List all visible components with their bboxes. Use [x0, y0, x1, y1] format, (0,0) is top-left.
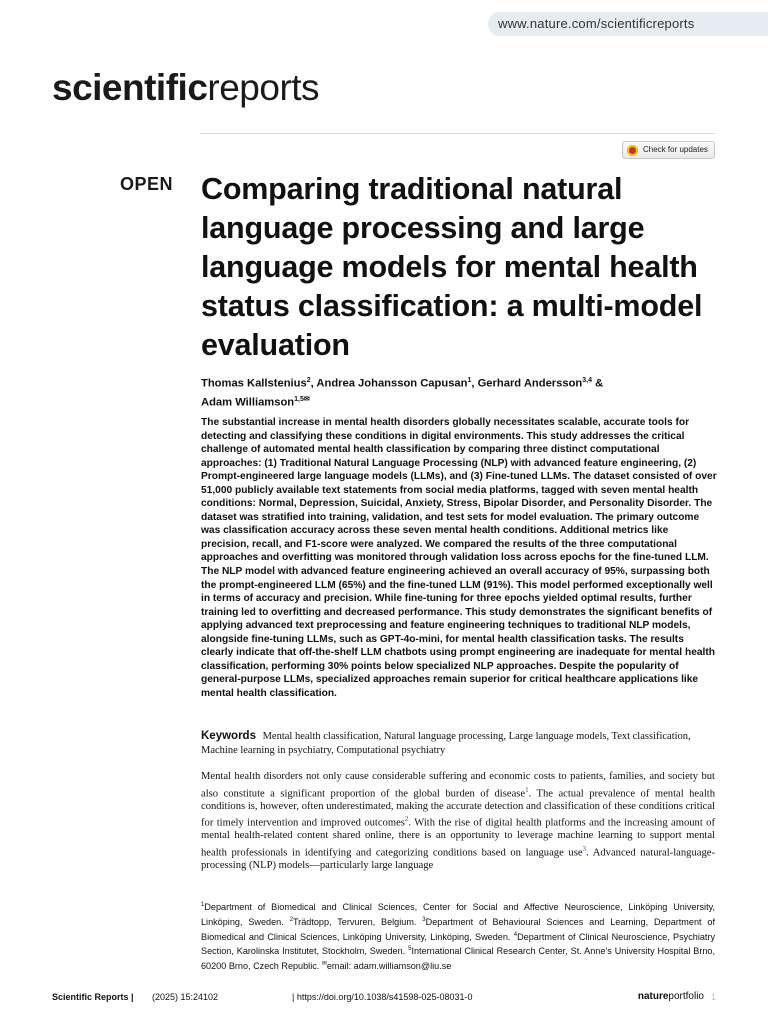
author-separator: &	[592, 377, 604, 390]
affiliation-number: 4	[513, 931, 518, 938]
keywords-list: Mental health classification, Natural language processing, Large language models, Text classification, Machine learning in psychiatry, Computational psychiatry	[201, 731, 691, 756]
affiliation-text: Department of Clinical Neuroscience, Psychiatry Section, Karolinska Institutet, Stockholm, Sweden.	[201, 931, 715, 957]
keywords-heading: Keywords	[201, 730, 256, 742]
publisher-logo-light: portfolio	[668, 991, 704, 1002]
author-name[interactable]: Thomas Kallstenius	[201, 377, 307, 390]
author-name[interactable]: Gerhard Andersson	[477, 377, 583, 390]
abstract: The substantial increase in mental health disorders globally necessitates scalable, accurate tools for detecting and classifying these conditions in digital environments. This study addresses the critical challenge of automated mental health classification by comparing three distinct computational approaches: (1) Traditional Natural Language Processing (NLP) with advanced feature engineering, (2) Prompt-engineered large language models (LLMs), and (3) Fine-tuned LLMs. The dataset consisted of over 51,000 publicly available text statements from social media platforms, tagged with seven mental health conditions: Normal, Depression, Suicidal, Anxiety, Stress, Bipolar Disorder, and Personality Disorder. The dataset was stratified into training, validation, and test sets for model evaluation. The primary outcome was classification accuracy across these seven mental health conditions. Additional metrics like precision, recall, and F1-score were analyzed. We compared the results of the three computational approaches and overfitting was monitored through validation loss across epochs for the fine-tuned LLM. The NLP model with advanced feature engineering achieved an overall accuracy of 95%, surpassing both the prompt-engineered LLM (65%) and the fine-tuned LLM (91%). This model performed exceptionally well in terms of accuracy and precision. While fine-tuning for three epochs yielded optimal results, further training led to overfitting and decreased performance. This study demonstrates the significant benefits of applying advanced text preprocessing and feature engineering techniques to traditional NLP models, alongside fine-tuning LLMs, such as GPT-4o-mini, for mental health classification tasks. The results clearly indicate that off-the-shelf LLM chatbots using prompt engineering are inadequate for mental health classification, performing 30% points below specialized NLP approaches. Despite the popularity of general-purpose LLMs, specialized approaches remain superior for critical healthcare applications like mental health classification.	[201, 417, 717, 699]
journal-logo-light: reports	[207, 67, 320, 108]
publisher-logo	[638, 990, 704, 1004]
affiliation-number: 1	[201, 902, 205, 908]
publisher-logo-bold: nature	[637, 991, 669, 1002]
body-text-span: Mental health disorders not only cause considerable suffering and economic costs to patients, families, and society but also constitute a significant proportion of the global burden of disease	[201, 771, 715, 800]
check-for-updates-label: Check for updates	[643, 145, 708, 154]
author-affiliation-ref: 2	[306, 377, 311, 384]
page-number: 1	[710, 992, 716, 1002]
author-affiliation-ref: 3,4	[582, 377, 592, 384]
author-affiliation-ref: 1	[467, 377, 472, 384]
body-text-span: . The actual prevalence of mental health conditions is, however, often underestimated, making the accurate detection and classification of these conditions critical for timely intervention and improved outcomes	[201, 788, 716, 829]
journal-logo-bold: scientific	[52, 67, 208, 108]
crossmark-icon	[627, 145, 638, 156]
article-title: Comparing traditional natural language processing and large language models for mental health status classification: a multi-model evaluation	[201, 172, 703, 362]
footer-journal: Scientific Reports |	[52, 992, 134, 1002]
affiliation-number: 3	[422, 916, 426, 923]
body-text-span: . Advanced natural-language-processing (NLP) models—particularly large language	[201, 847, 715, 872]
footer-volume: (2025) 15:24102	[152, 992, 219, 1002]
author-affiliation-ref: 1,5✉	[294, 396, 310, 404]
affiliation-text: Department of Behavioural Sciences and Learning, Department of Biomedical and Clinical Sciences, Linköping University, Linköping, Sweden.	[201, 916, 715, 942]
affiliation-number: 2	[289, 916, 293, 923]
introduction-paragraph	[201, 771, 715, 873]
open-access-label: OPEN	[120, 174, 174, 194]
citation-link[interactable]: 3	[582, 845, 587, 854]
affiliation-text: International Clinical Research Center, St. Anne’s University Hospital Brno, 60200 Brno, Czech Republic.	[201, 946, 716, 972]
affiliation-text: Department of Biomedical and Clinical Sciences, Center for Social and Affective Neuroscience, Linköping University, Linköping, Sweden.	[201, 902, 715, 927]
affiliation-number: 5	[408, 946, 412, 953]
author-separator: ,	[471, 377, 478, 390]
author-separator: ,	[310, 377, 317, 390]
author-name[interactable]: Adam Williamson	[201, 396, 295, 409]
affiliation-text: Trädtopp, Tervuren, Belgium.	[292, 916, 423, 927]
footer-doi[interactable]: | https://doi.org/10.1038/s41598-025-08031-0	[292, 992, 473, 1002]
journal-logo	[52, 66, 319, 110]
author-list	[201, 373, 721, 411]
check-for-updates-button[interactable]	[622, 141, 715, 159]
keywords	[201, 729, 718, 758]
header-divider	[200, 133, 716, 134]
affiliations	[201, 899, 715, 973]
corresponding-email[interactable]: email: adam.williamson@liu.se	[326, 961, 452, 972]
body-text-span: . With the rise of digital health platforms and the increasing amount of mental health-related content shared online, there is an opportunity to leverage machine learning to support mental health professionals in identifying and categorizing conditions based on language use	[201, 817, 715, 859]
email-icon: ✉	[321, 961, 327, 968]
citation-link[interactable]: 1	[525, 785, 529, 794]
author-name[interactable]: Andrea Johansson Capusan	[316, 377, 468, 390]
journal-url[interactable]: www.nature.com/scientificreports	[488, 12, 768, 36]
page-footer	[52, 990, 716, 1004]
citation-link[interactable]: 2	[404, 815, 409, 824]
